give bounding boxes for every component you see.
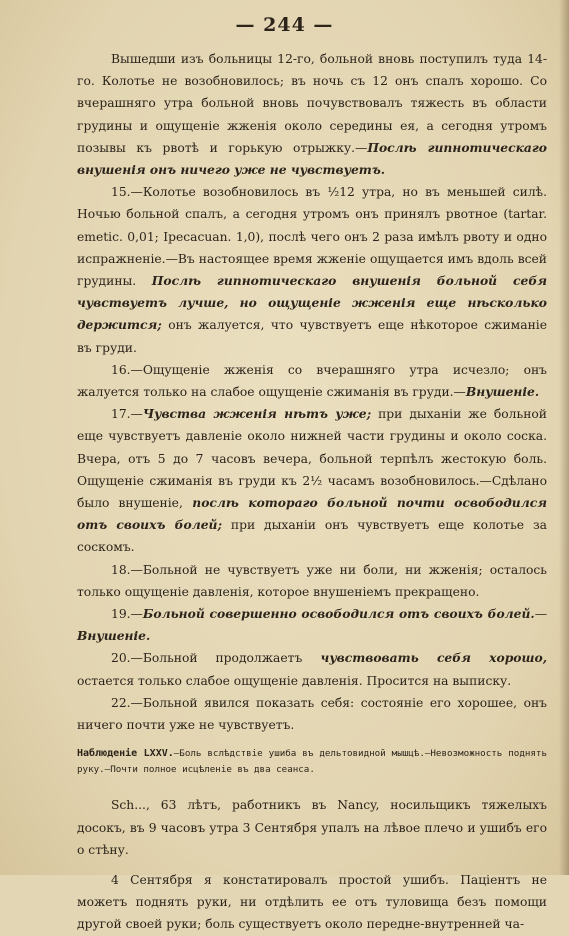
plain-text: 18.—Больной не чувствуетъ уже ни боли, ни жженія; осталось только ощущеніе давленія, которое внушеніемъ прекращено.	[77, 562, 547, 599]
observation-title: Наблюденіе LXXV.	[77, 748, 174, 760]
plain-text: 17.—	[111, 407, 143, 422]
plain-text: Вышедши изъ больницы 12-го, больной вновь поступилъ туда 14-го. Колотье не возобновилось; въ ночь съ 12 онъ спалъ хорошо. Со вчерашняго утра больной вновь почувствовалъ тяжесть въ области грудины и ощущеніе жженія около середины ея, а сегодня утромъ позывы къ рвотѣ и горькую отрыжку.—	[77, 52, 547, 155]
plain-text: остается только слабое ощущеніе давленія. Просится на выписку.	[77, 673, 512, 688]
page-edge-shadow	[559, 0, 569, 875]
observation-heading	[77, 746, 547, 778]
paragraph	[77, 48, 547, 181]
paragraph: Sch..., 63 лѣтъ, работникъ въ Nancy, носильщикъ тяжелыхъ досокъ, въ 9 часовъ утра 3 Сентября упалъ на лѣвое плечо и ушибъ его о стѣну.	[77, 798, 547, 857]
paragraph	[77, 647, 547, 691]
paragraph	[77, 603, 547, 647]
plain-text: 16.—Ощущеніе жженія со вчерашняго утра исчезло; онъ жалуется только на слабое ощущеніе сжиманія въ груди.—	[77, 362, 547, 400]
emphasis-text: послѣ котораго больной почти освободился отъ своихъ болей;	[77, 495, 547, 533]
emphasis-text: Послѣ гипнотическаго внушенія онъ ничего уже не чувствуетъ.	[77, 139, 547, 178]
emphasis-text: чувствовать себя хорошо,	[302, 650, 547, 666]
paragraph	[77, 181, 547, 359]
emphasis-text: Внушеніе.	[77, 628, 151, 644]
plain-text: онъ жалуется, что чувствуетъ еще нѣкоторое сжиманіе въ груди.	[77, 318, 547, 355]
paragraph	[77, 403, 547, 558]
body-text	[77, 48, 547, 936]
plain-text: —	[534, 607, 547, 622]
emphasis-text: Послѣ гипнотическаго внушенія больной себя чувствуетъ лучше, но ощущеніе жженія еще нѣсколько держится;	[77, 273, 547, 333]
plain-text: при дыханіи онъ чувствуетъ еще колотье за соскомъ.	[77, 518, 547, 555]
paragraph	[77, 559, 547, 603]
paragraph	[77, 692, 547, 736]
plain-text: 15.—Колотье возобновилось въ ½12 утра, но въ меньшей силѣ. Ночью больной спалъ, а сегодня утромъ онъ принялъ рвотное (tartar. emetic. 0,01; Ipecacuan. 1,0), послѣ чего онъ 2 раза имѣлъ рвоту и одно испражненіе.—Въ настоящее время жженіе ощущается имъ вдоль всей грудины.	[77, 185, 547, 289]
emphasis-text: Внушеніе.	[465, 384, 540, 400]
plain-text: 22.—Больной явился показать себя: состояніе его хорошее, онъ ничего почти уже не чувствуетъ.	[77, 695, 547, 733]
page-number: — 244 —	[235, 14, 334, 36]
plain-text: 19.—	[111, 607, 143, 622]
paragraph	[77, 359, 547, 403]
emphasis-text: Чувства жженія нѣтъ уже;	[142, 406, 372, 422]
plain-text: при дыханіи же больной еще чувствуетъ давленіе около нижней части грудины и около соска. Вчера, отъ 5 до 7 часовъ вечера, больной терпѣлъ жестокую боль. Ощущеніе сжиманія въ груди къ 2½ часамъ возобновилось.—Сдѣлано было внушеніе,	[77, 407, 547, 511]
emphasis-text: Больной совершенно освободился отъ своихъ болей.	[142, 606, 535, 622]
paragraph: 4 Сентября я констатировалъ простой ушибъ. Паціентъ не можетъ поднять руки, ни отдѣлить ее отъ туловища безъ помощи другой своей руки; боль существуетъ около передне-внутренней ча-	[77, 872, 547, 932]
observation-summary: —Боль вслѣдствіе ушиба въ дельтовидной мышцѣ.—Невозможность поднять руку.—Почти полное исцѣленіе въ два сеанса.	[77, 748, 547, 776]
plain-text: 20.—Больной продолжаетъ	[111, 651, 303, 666]
